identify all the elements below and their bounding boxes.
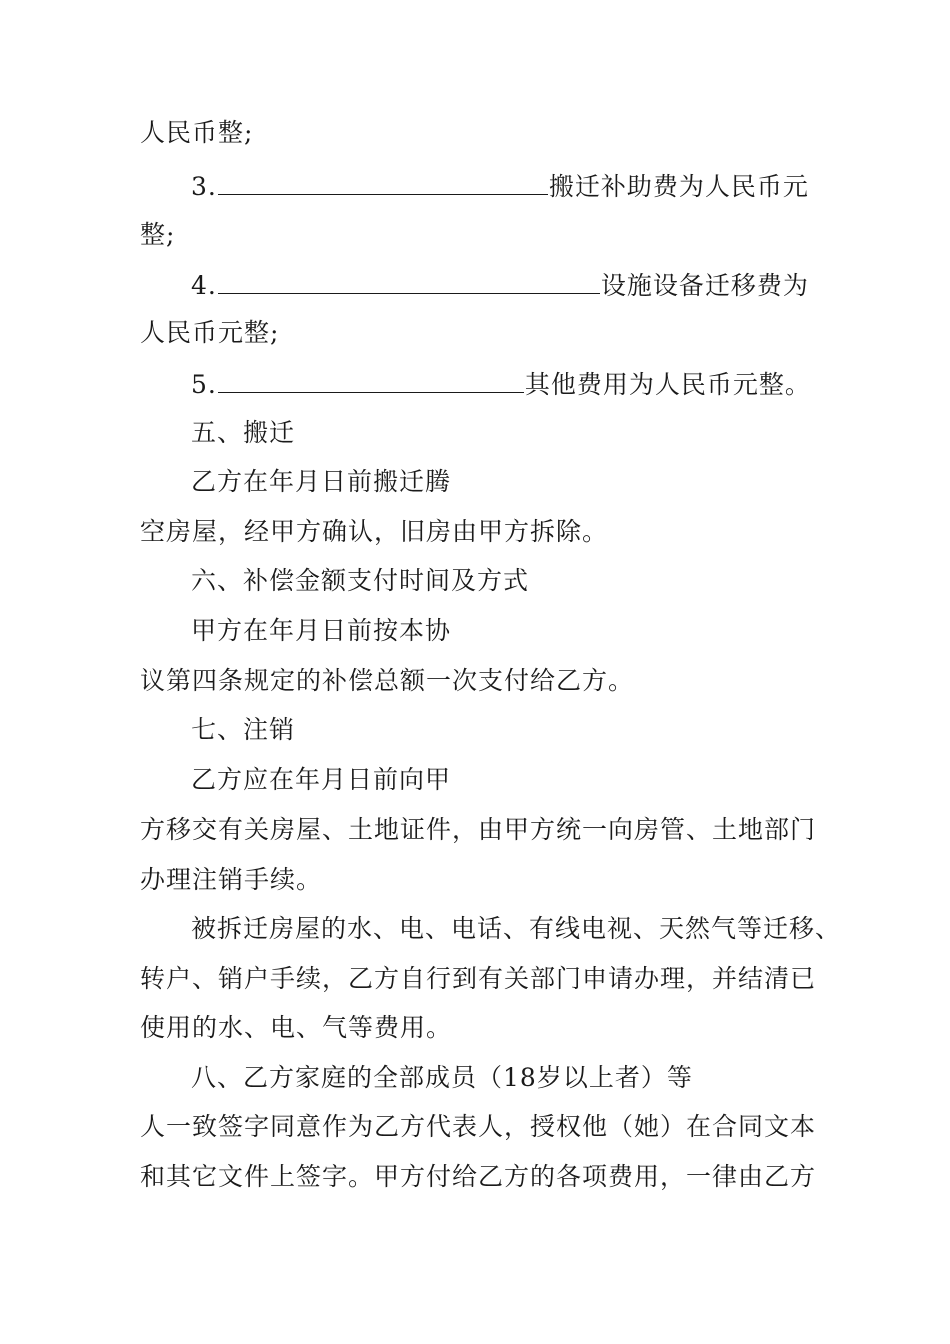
text-line: 乙方在年月日前搬迁腾 (191, 467, 452, 496)
item-4-line (191, 269, 809, 299)
item-number: 4. (191, 271, 217, 300)
text-line: 使用的水、电、气等费用。 (140, 1013, 453, 1042)
item-5-line (191, 368, 811, 398)
section-heading: 八、乙方家庭的全部成员（18岁以上者）等 (191, 1063, 693, 1092)
section-heading: 七、注销 (191, 715, 296, 744)
text-line: 方移交有关房屋、土地证件，由甲方统一向房管、土地部门 (140, 815, 817, 844)
text-line: 空房屋，经甲方确认，旧房由甲方拆除。 (140, 517, 609, 546)
item-text: 其他费用为人民币元整。 (524, 370, 811, 399)
text-line: 甲方在年月日前按本协 (191, 616, 452, 645)
text-line: 被拆迁房屋的水、电、电话、有线电视、天然气等迁移、 (191, 914, 842, 943)
item-number: 3. (191, 172, 217, 201)
text-line: 乙方应在年月日前向甲 (191, 765, 452, 794)
fill-blank[interactable] (218, 368, 524, 393)
text-line: 人民币元整; (140, 318, 280, 347)
text-line: 整; (140, 220, 176, 249)
text-line: 议第四条规定的补偿总额一次支付给乙方。 (140, 666, 635, 695)
fill-blank[interactable] (218, 269, 600, 294)
text-line: 人民币整; (140, 118, 254, 147)
section-heading: 五、搬迁 (191, 418, 296, 447)
section-heading: 六、补偿金额支付时间及方式 (191, 566, 530, 595)
item-text: 搬迁补助费为人民币元 (548, 172, 809, 201)
item-3-line (191, 170, 809, 200)
fill-blank[interactable] (218, 170, 548, 195)
text-line: 和其它文件上签字。甲方付给乙方的各项费用，一律由乙方 (140, 1162, 817, 1191)
text-line: 转户、销户手续，乙方自行到有关部门申请办理，并结清已 (140, 964, 817, 993)
item-text: 设施设备迁移费为 (600, 271, 809, 300)
item-number: 5. (191, 370, 217, 399)
text-line: 办理注销手续。 (140, 865, 323, 894)
text-line: 人一致签字同意作为乙方代表人，授权他（她）在合同文本 (140, 1112, 817, 1141)
